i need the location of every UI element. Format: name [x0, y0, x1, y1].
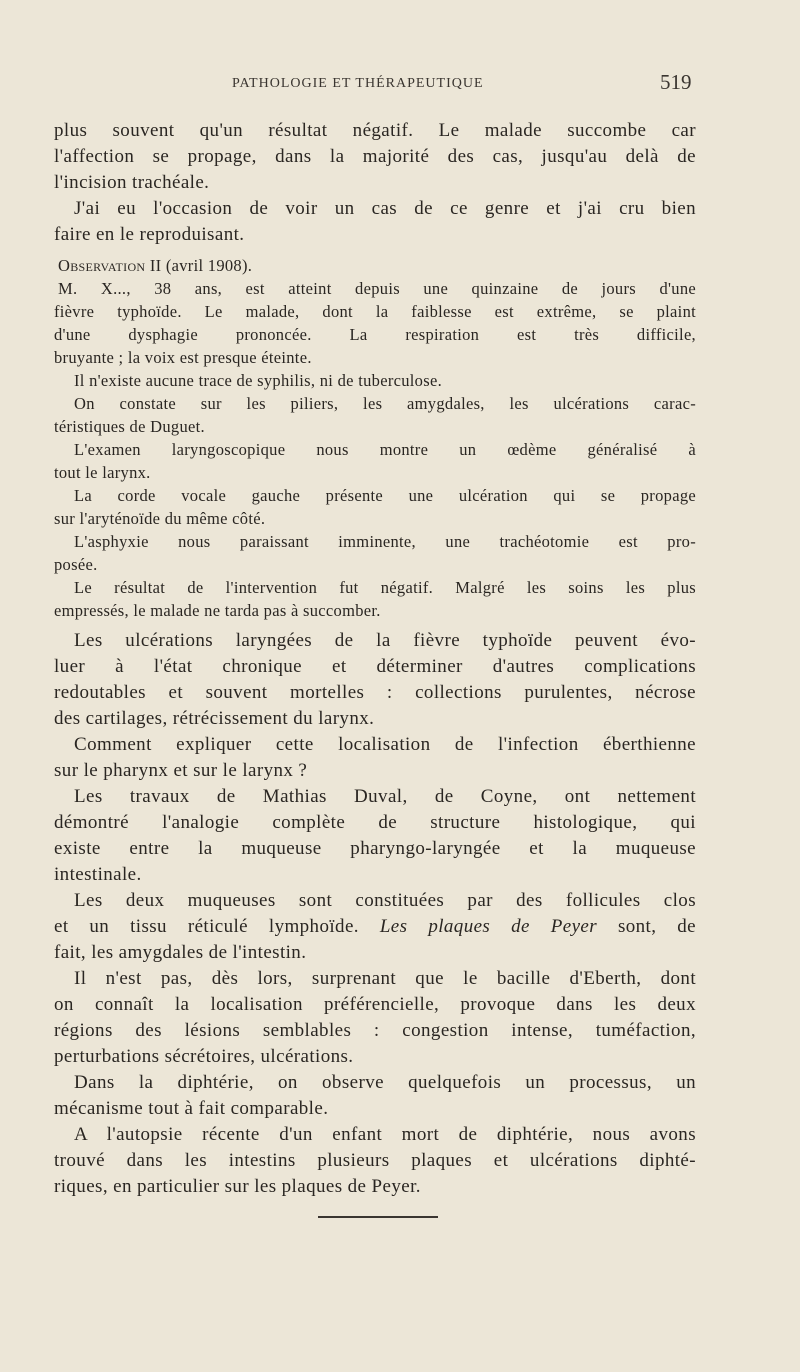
text-line: plus souvent qu'un résultat négatif. Le malade succombe car: [54, 120, 696, 141]
text-line: on connaît la localisation préférencielle, provoque dans les deux: [54, 994, 696, 1015]
paragraph: [54, 1122, 696, 1200]
text-line: Les ulcérations laryngées de la fièvre typhoïde peuvent évo-: [74, 630, 696, 651]
text-line: Comment expliquer cette localisation de l'infection éberthienne: [74, 734, 696, 755]
text-line: existe entre la muqueuse pharyngo-laryngée et la muqueuse: [54, 838, 696, 859]
text-line: des cartilages, rétrécissement du larynx.: [54, 708, 375, 729]
text-line: riques, en particulier sur les plaques de Peyer.: [54, 1176, 421, 1197]
text-line: faire en le reproduisant.: [54, 224, 245, 245]
paragraph: [54, 196, 696, 248]
text-line: l'affection se propage, dans la majorité des cas, jusqu'au delà de: [54, 146, 696, 167]
observation-block: [54, 254, 696, 622]
observation-date: II (avril 1908).: [145, 256, 253, 275]
text-line: intestinale.: [54, 864, 142, 885]
text-line: téristiques de Duguet.: [54, 417, 205, 436]
section-end-rule: [318, 1216, 438, 1218]
text-line: mécanisme tout à fait comparable.: [54, 1098, 329, 1119]
text-line: luer à l'état chronique et déterminer d'autres complications: [54, 656, 696, 677]
text-line: La corde vocale gauche présente une ulcération qui se propage: [74, 486, 696, 505]
text-line: d'une dysphagie prononcée. La respiration est très difficile,: [54, 325, 696, 344]
text-line: Dans la diphtérie, on observe quelquefois un processus, un: [74, 1072, 696, 1093]
text-segment: sont, de: [597, 916, 696, 937]
page-number: 519: [660, 70, 692, 94]
text-line: bruyante ; la voix est presque éteinte.: [54, 348, 312, 367]
observation-heading: [54, 254, 696, 277]
text-line: Il n'existe aucune trace de syphilis, ni de tuberculose.: [74, 371, 442, 390]
paragraph: [54, 628, 696, 732]
text-line: l'incision trachéale.: [54, 172, 210, 193]
text-line: fièvre typhoïde. Le malade, dont la faiblesse est extrême, se plaint: [54, 302, 696, 321]
text-line: empressés, le malade ne tarda pas à succomber.: [54, 601, 381, 620]
text-segment: et un tissu réticulé lymphoïde.: [54, 916, 380, 937]
paragraph: [54, 966, 696, 1070]
observation-title: Observation: [58, 256, 146, 275]
text-line: M. X..., 38 ans, est atteint depuis une quinzaine de jours d'une: [58, 279, 696, 298]
paragraph: [54, 118, 696, 196]
text-line: L'examen laryngoscopique nous montre un œdème généralisé à: [74, 440, 696, 459]
text-line: fait, les amygdales de l'intestin.: [54, 942, 307, 963]
text-line: J'ai eu l'occasion de voir un cas de ce genre et j'ai cru bien: [74, 198, 696, 219]
paragraph: [54, 1070, 696, 1122]
paragraph: [54, 784, 696, 888]
text-line: A l'autopsie récente d'un enfant mort de diphtérie, nous avons: [74, 1124, 696, 1145]
text-line: posée.: [54, 555, 98, 574]
text-line: Il n'est pas, dès lors, surprenant que le bacille d'Eberth, dont: [74, 968, 696, 989]
text-line: perturbations sécrétoires, ulcérations.: [54, 1046, 354, 1067]
text-line: On constate sur les piliers, les amygdales, les ulcérations carac-: [74, 394, 696, 413]
paragraph: [54, 732, 696, 784]
italic-term: Les plaques de Peyer: [379, 916, 598, 937]
text-line: Les travaux de Mathias Duval, de Coyne, ont nettement: [74, 786, 696, 807]
body-text: [54, 118, 696, 1200]
text-line: trouvé dans les intestins plusieurs plaques et ulcérations diphté-: [54, 1150, 696, 1171]
text-line: L'asphyxie nous paraissant imminente, une trachéotomie est pro-: [74, 532, 696, 551]
text-line: démontré l'analogie complète de structure histologique, qui: [54, 812, 696, 833]
text-line: [54, 914, 696, 940]
text-line: sur le pharynx et sur le larynx ?: [54, 760, 308, 781]
running-head: PATHOLOGIE ET THÉRAPEUTIQUE: [232, 76, 484, 91]
text-line: Les deux muqueuses sont constituées par des follicules clos: [74, 890, 696, 911]
text-line: Le résultat de l'intervention fut négatif. Malgré les soins les plus: [74, 578, 696, 597]
text-line: redoutables et souvent mortelles : collections purulentes, nécrose: [54, 682, 696, 703]
text-line: régions des lésions semblables : congestion intense, tuméfaction,: [54, 1020, 696, 1041]
text-line: sur l'aryténoïde du même côté.: [54, 509, 266, 528]
text-line: tout le larynx.: [54, 463, 151, 482]
page-header: [0, 70, 800, 100]
paragraph: [54, 888, 696, 966]
